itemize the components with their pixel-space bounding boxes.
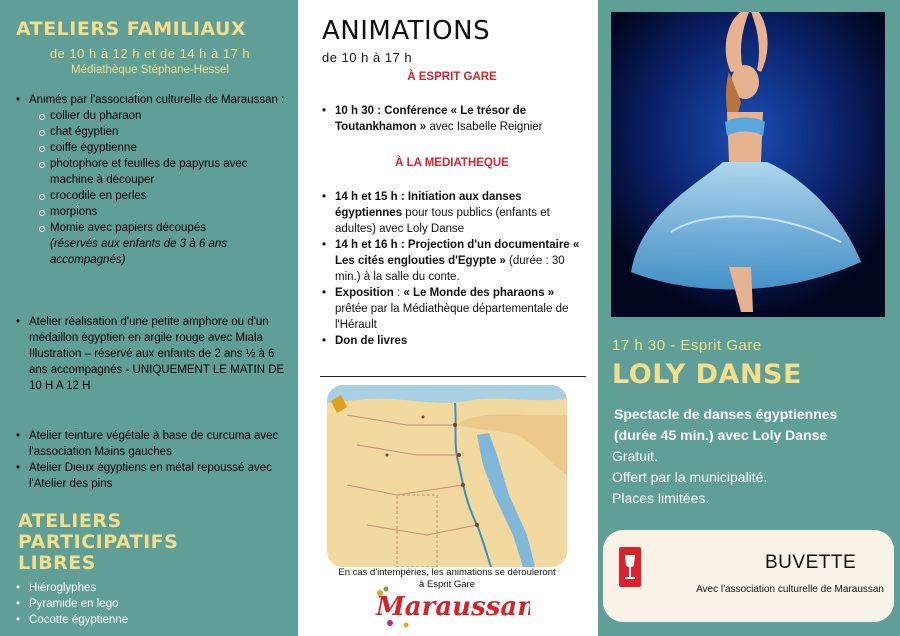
egypt-map (327, 385, 567, 567)
show-description (612, 404, 882, 509)
ateliers-list-3 (16, 428, 288, 492)
animations-hours: de 10 h à 17 h (322, 50, 413, 65)
item-intro: Animés par l'association culturelle de Maraussan : (29, 94, 285, 106)
title-line: PARTICIPATIFS (18, 531, 179, 553)
ateliers-hours: de 10 h à 12 h et de 14 h à 17 h (49, 46, 251, 61)
mediatheque-heading: À LA MEDIATHEQUE (395, 157, 509, 169)
desc-line: Spectacle de danses égyptiennes (614, 406, 838, 422)
list-item (322, 237, 582, 285)
event-title: Exposition (335, 287, 394, 299)
buvette-box (603, 530, 894, 622)
list-item: • Atelier Dieux égyptiens en métal repoussé avec l'Atelier des pins (16, 460, 288, 492)
list-item: crocodile en perles (39, 188, 288, 204)
list-item: • Cocotte égyptienne (16, 612, 288, 628)
ateliers-libres-title (18, 511, 178, 574)
list-item: • Atelier teinture végétale à base de curcuma avec l'association Mains gauches (16, 428, 288, 460)
ateliers-libres-list (16, 580, 288, 628)
event-title-2: « Le Monde des pharaons » (403, 287, 555, 299)
list-item: coiffe égyptienne (39, 140, 288, 156)
list-item: • Pyramide en lego (16, 596, 288, 612)
logo-text: Maraussan (376, 592, 530, 622)
list-item (322, 285, 582, 333)
mediatheque-events (322, 189, 582, 349)
list-item (322, 189, 582, 237)
list-item: photophore et feuilles de papyrus avec machine à découper (39, 156, 288, 188)
animations-title: ANIMATIONS (322, 16, 491, 46)
desc-line: Places limitées. (612, 490, 710, 506)
ateliers-list-1 (16, 92, 288, 268)
event-detail: pour tous publics (enfants et adultes) avec Loly Danse (335, 207, 550, 235)
event-title: 14 h et 15 h : Initiation aux danses égyptiennes (335, 191, 522, 219)
logo-svg (370, 583, 530, 633)
esprit-gare-events (322, 103, 582, 135)
item-note: (réservés aux enfants de 3 à 6 ans accompagnés) (50, 238, 228, 266)
list-item: • Hiéroglyphes (16, 580, 288, 596)
list-item: chat égyptien (39, 124, 288, 140)
event-sep: : (393, 287, 404, 299)
show-name: LOLY DANSE (612, 359, 802, 390)
buvette-subtitle: Avec l'association culturelle de Maraussan (696, 584, 884, 595)
maraussan-logo (370, 583, 530, 633)
event-title: 14 h et 16 h : Projection d'un documentaire « Les cités englouties d'Egypte » (335, 239, 580, 267)
title-line: ATELIERS (18, 510, 122, 532)
show-time: 17 h 30 - Esprit Gare (612, 337, 762, 354)
list-item (322, 333, 582, 349)
event-detail: (durée : 30 min.) à la salle du conte. (335, 255, 565, 283)
map-svg (327, 385, 567, 567)
note-line: En cas d'intempéries, les animations se dérouleront (338, 567, 556, 578)
desc-line: Offert par la municipalité. (612, 469, 768, 485)
list-item (16, 92, 288, 268)
ateliers-familiaux-title: ATELIERS FAMILIAUX (16, 18, 247, 40)
wine-glass-icon (619, 547, 641, 587)
event-title: 10 h 30 : Conférence « Le trésor de Toutankhamon » (335, 105, 527, 133)
photo-svg (611, 12, 885, 317)
list-item: • Atelier réalisation d'une petite amphore ou d'un médaillon égyptien en argile rouge avec Miala Illustration – réservé aux enfants de 2 ans ½ à 6 ans accompagnés - UNIQUEMENT LE MATIN DE 10 H A 12 H (16, 314, 288, 394)
event-title: Don de livres (335, 335, 408, 347)
title-line: LIBRES (18, 552, 96, 574)
esprit-gare-heading: À ESPRIT GARE (407, 71, 497, 83)
list-item: collier du pharaon (39, 108, 288, 124)
desc-line: Gratuit. (612, 448, 658, 464)
desc-line: (durée 45 min.) avec Loly Danse (614, 427, 828, 443)
list-item (322, 103, 582, 135)
event-detail: avec Isabelle Reignier (426, 121, 543, 133)
belly-dancer-photo (611, 12, 885, 317)
ateliers-venue: Médiathèque Stéphane-Hessel (71, 64, 229, 76)
list-item (39, 220, 288, 268)
item-text: Momie avec papiers découpés (50, 222, 206, 234)
ateliers-list-2 (16, 314, 288, 394)
divider-line (320, 376, 586, 377)
list-item: morpions (39, 204, 288, 220)
event-detail: prêtée par la Médiathèque départementale de l'Hérault (335, 303, 569, 331)
note-line: à Esprit Gare (419, 579, 475, 590)
buvette-title: BUVETTE (765, 552, 857, 573)
